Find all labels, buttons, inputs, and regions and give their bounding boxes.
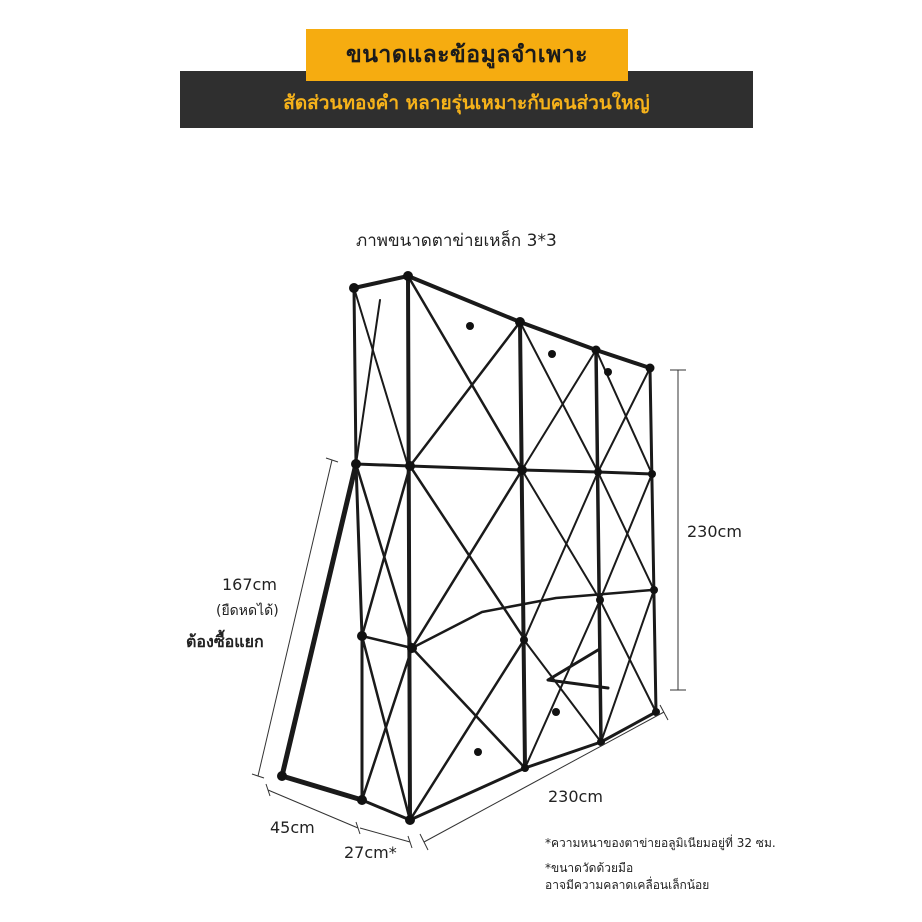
header-title: ขนาดและข้อมูลจำเพาะ [345,42,589,68]
extension-length-label: 167cm [222,575,277,594]
side-depth-label: 45cm [270,818,315,837]
error-margin-note: อาจมีความคลาดเคลื่อนเล็กน้อย [545,878,710,892]
header-title-tab [306,29,628,81]
thickness-note: *ความหนาของตาข่ายอลูมิเนียมอยู่ที่ 32 ซม. [545,836,776,850]
base-depth-label: 27cm* [344,843,397,862]
height-dimension-label: 230cm [687,522,742,541]
sold-separately-label: ต้องซื้อแยก [186,632,264,651]
figure-title: ภาพขนาดตาข่ายเหล็ก 3*3 [356,231,557,251]
header-subtitle: สัดส่วนทองคำ หลายรุ่นเหมาะกับคนส่วนใหญ่ [283,91,650,114]
manual-measure-note: *ขนาดวัดด้วยมือ [545,861,634,875]
extension-note-label: (ยืดหดได้) [216,603,279,619]
width-dimension-label: 230cm [548,787,603,806]
